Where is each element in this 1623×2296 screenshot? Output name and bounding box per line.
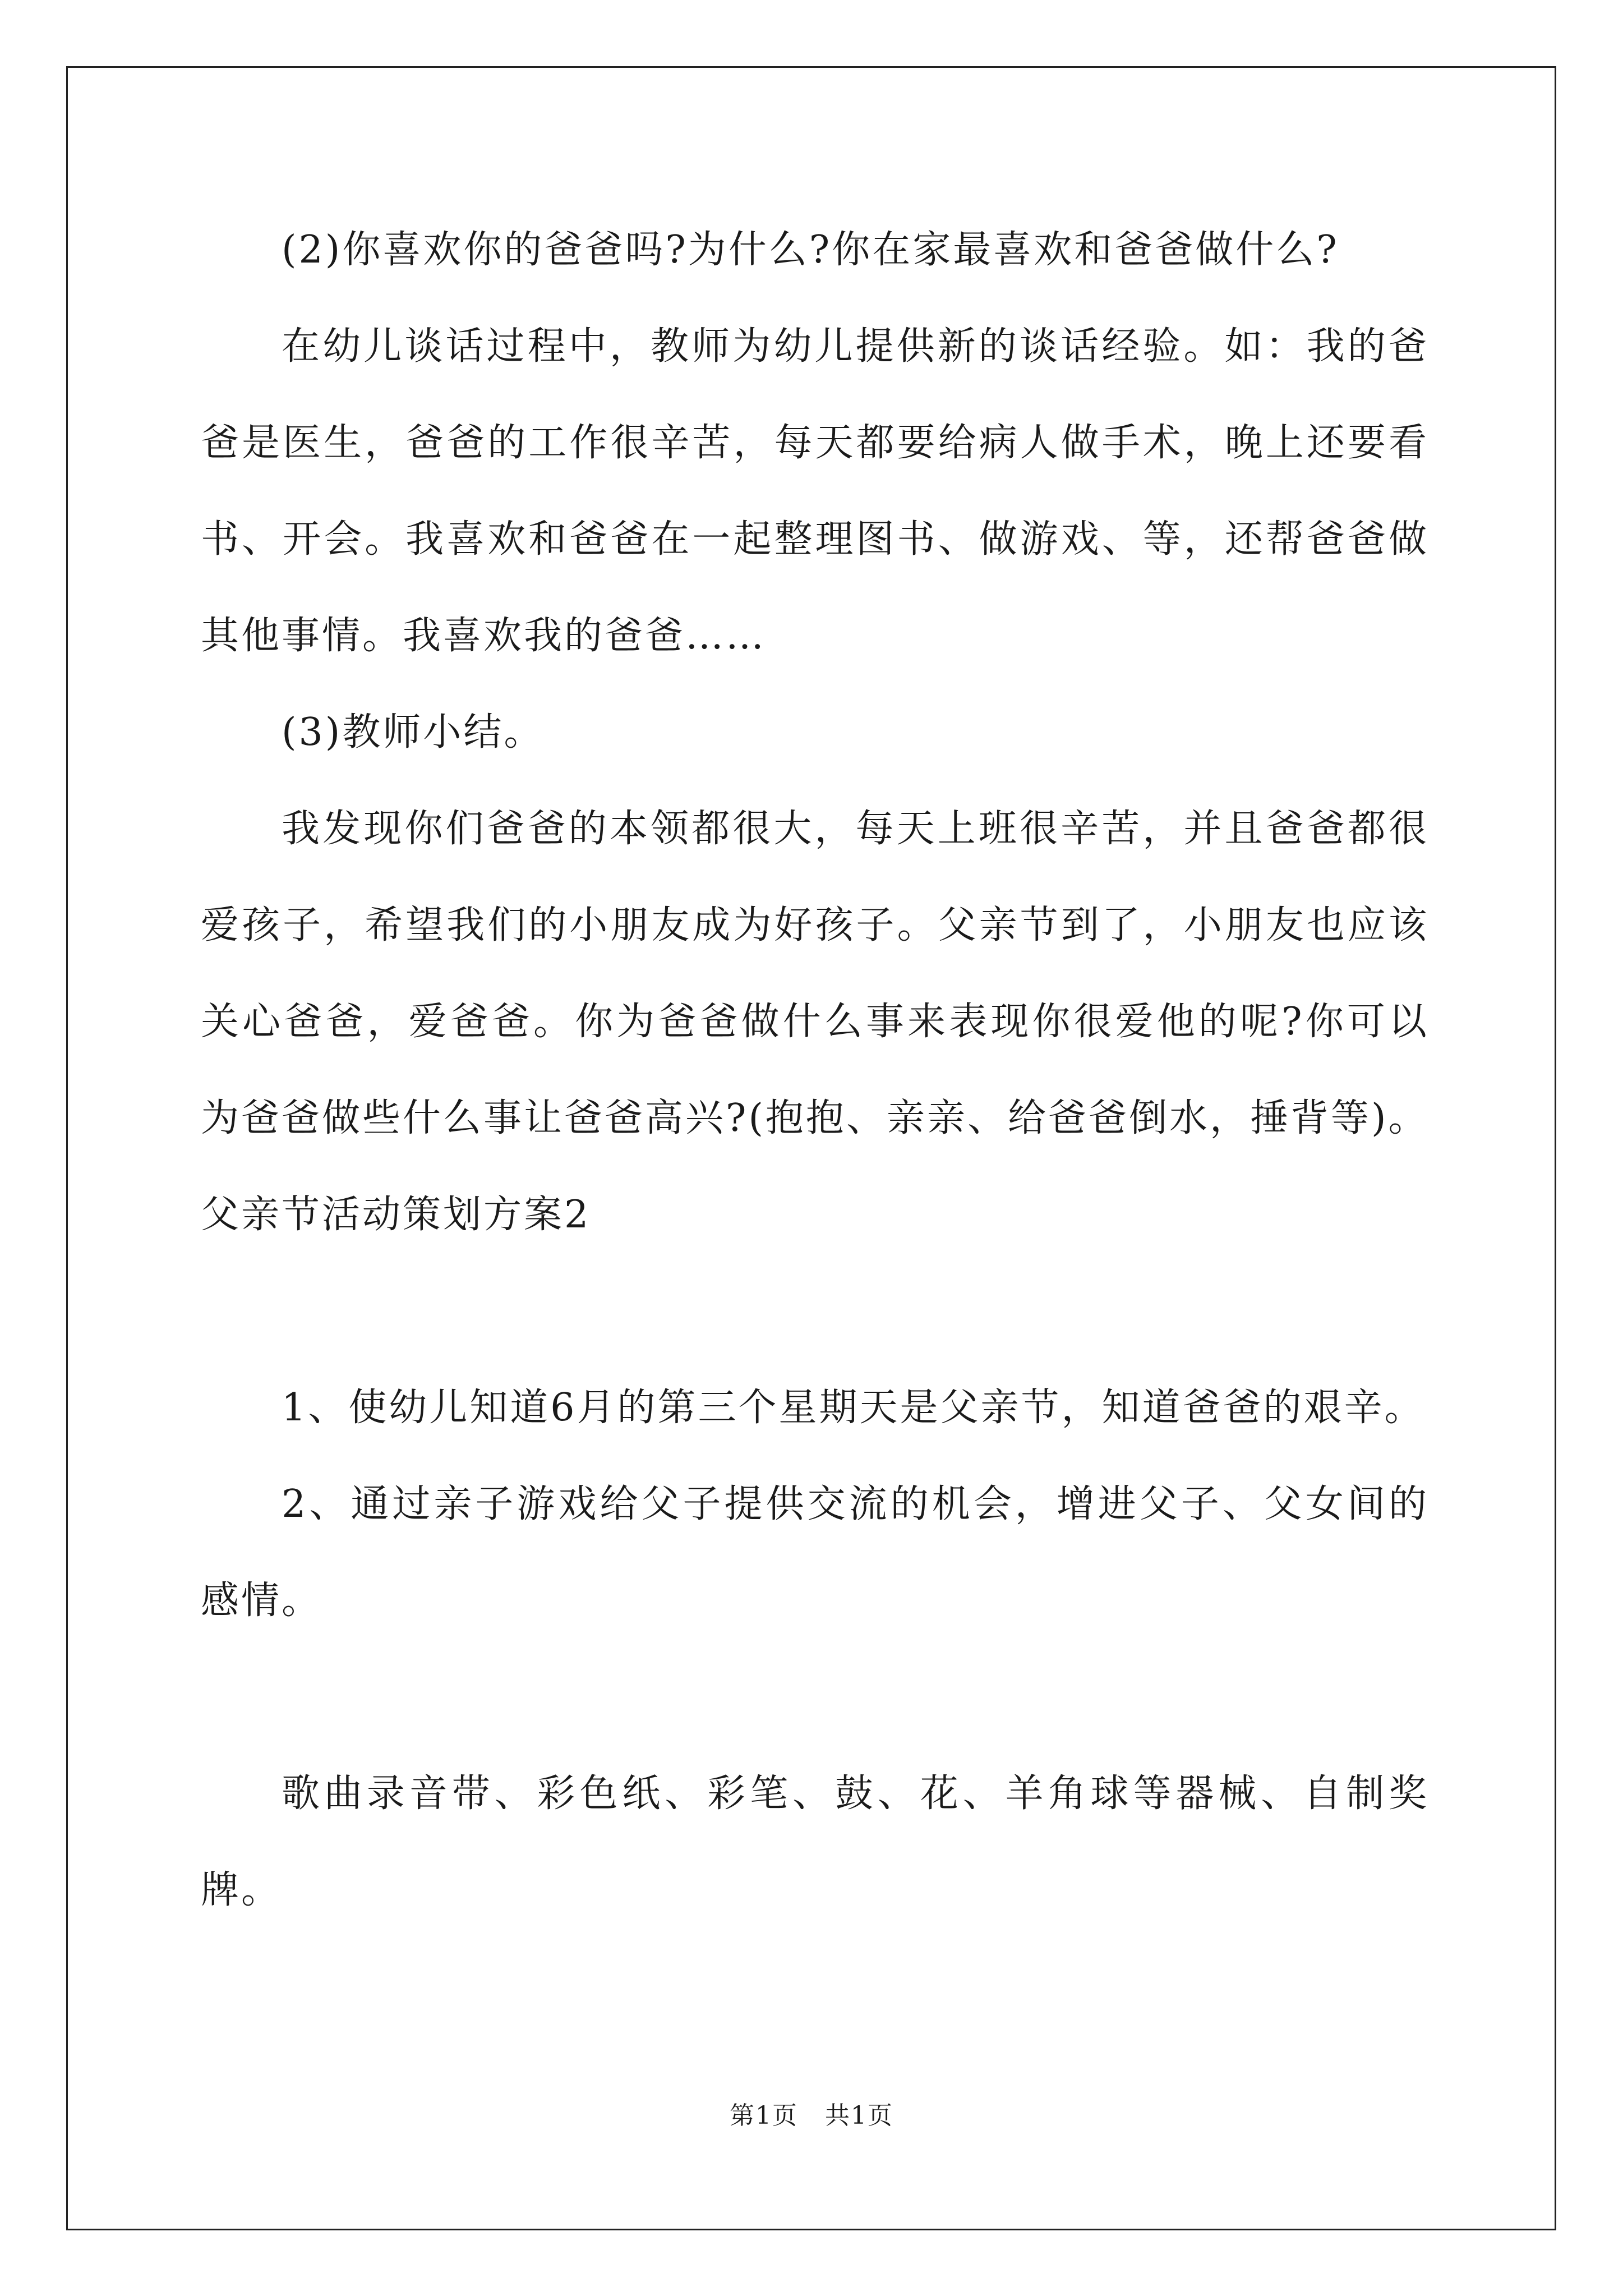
page-footer xyxy=(0,2099,1623,2133)
goal-item-2: 2、通过亲子游戏给父子提供交流的机会，增进父子、父女间的感情。 xyxy=(201,1482,1429,1623)
paragraph-summary-heading: (3)教师小结。 xyxy=(282,710,545,754)
document-body xyxy=(201,202,1429,1939)
page-number: 第1页 xyxy=(730,2101,798,2130)
paragraph-teacher-example: 在幼儿谈话过程中，教师为幼儿提供新的谈话经验。如：我的爸爸是医生，爸爸的工作很辛苦，每天都要给病人做手术，晚上还要看书、开会。我喜欢和爸爸在一起整理图书、做游戏、等，还帮爸爸做其他事情。我喜欢我的爸爸…… xyxy=(201,324,1429,658)
section-title: 父亲节活动策划方案2 xyxy=(201,1193,591,1237)
paragraph-question: (2)你喜欢你的爸爸吗?为什么?你在家最喜欢和爸爸做什么? xyxy=(282,228,1339,272)
materials-paragraph: 歌曲录音带、彩色纸、彩笔、鼓、花、羊角球等器械、自制奖牌。 xyxy=(201,1772,1429,1912)
paragraph-summary: 我发现你们爸爸的本领都很大，每天上班很辛苦，并且爸爸都很爱孩子，希望我们的小朋友成为好孩子。父亲节到了，小朋友也应该关心爸爸，爱爸爸。你为爸爸做什么事来表现你很爱他的呢?你可以为爸爸做些什么事让爸爸高兴?(抱抱、亲亲、给爸爸倒水，捶背等)。 xyxy=(201,807,1429,1140)
goal-item-1: 1、使幼儿知道6月的第三个星期天是父亲节，知道爸爸的艰辛。 xyxy=(282,1386,1425,1430)
blank-line xyxy=(201,1263,1429,1360)
blank-line xyxy=(201,1649,1429,1746)
page-total: 共1页 xyxy=(825,2101,893,2130)
